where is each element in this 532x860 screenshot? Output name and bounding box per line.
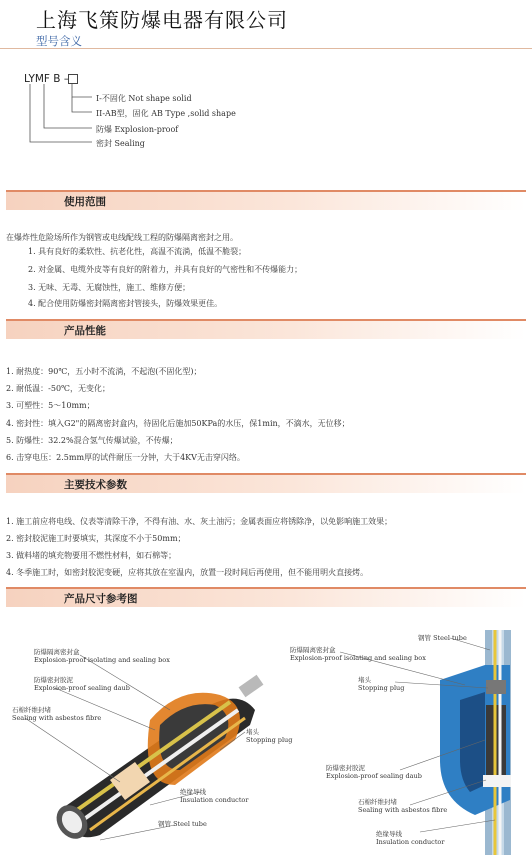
left-diagram-body <box>50 675 263 845</box>
section-title-tech: 主要技术参数 <box>64 479 127 491</box>
usage-item: 2. 对金属、电缆外皮等有良好的附着力，并具有良好的气密性和不传爆能力； <box>28 265 303 274</box>
left-label-daub: 防爆密封胶泥 Explosion-proof sealing daub <box>34 676 130 692</box>
left-label-plug: 堵头 Stopping plug <box>246 728 293 744</box>
tech-item: 1. 施工前应将电线、仪表等清除干净，不得有油、水、灰土油污；金属表面应将锈除净，以免影响施工效果； <box>6 517 393 526</box>
right-diagram-body <box>440 630 511 855</box>
section-title-performance: 产品性能 <box>64 325 106 337</box>
left-label-box: 防爆隔离密封盒 Explosion-proof isolating and sealing box <box>34 648 170 664</box>
usage-item: 1. 具有良好的柔软性、抗老化性，高温不流淌，低温不脆裂； <box>28 247 247 256</box>
section-title-dimensions: 产品尺寸参考图 <box>64 593 138 605</box>
model-option-1: I-不固化 Not shape solid <box>96 94 192 103</box>
performance-item: 4. 密封性：填入G2"的隔离密封盒内，待固化后施加50KPa的水压，保1min，不滴水，无位移； <box>6 419 350 428</box>
right-label-tube: 钢管 Steel tube <box>418 634 467 642</box>
tech-item: 2. 密封胶泥施工时要填实，其深度不小于50mm； <box>6 534 186 543</box>
performance-item: 1. 耐热度：90℃，五小时不流淌，不起泡(不固化型)； <box>6 367 202 376</box>
tech-item: 4. 冬季施工时，如密封胶泥变硬，应将其放在室温内，放置一段时间后再使用，但不能用明火直接烤。 <box>6 568 369 577</box>
section-title-usage: 使用范围 <box>64 196 106 208</box>
right-label-daub: 防爆密封胶泥 Explosion-proof sealing daub <box>326 764 422 780</box>
performance-item: 3. 可塑性：5～10mm； <box>6 401 95 410</box>
left-label-conductor: 绝缘导线 Insulation conductor <box>180 788 249 804</box>
right-label-box: 防爆隔离密封盒 Explosion-proof isolating and sealing box <box>290 646 426 662</box>
usage-intro: 在爆炸性危险场所作为钢管或电线配线工程的防爆隔离密封之用。 <box>6 233 238 242</box>
section-header-performance <box>6 319 526 339</box>
model-tree-lines <box>0 0 532 160</box>
model-code: LYMF B – <box>24 73 70 85</box>
right-label-plug: 堵头 Stopping plug <box>358 676 405 692</box>
model-option-2: II-AB型，固化 AB Type ,solid shape <box>96 109 236 118</box>
section-header-tech <box>6 473 526 493</box>
right-label-conductor: 绝缘导线 Insulation conductor <box>376 830 445 846</box>
performance-item: 6. 击穿电压：2.5mm厚的试件耐压一分钟，大于4KV无击穿闪络。 <box>6 453 245 462</box>
section-header-dimensions <box>6 587 526 607</box>
left-label-tube: 钢管 Steel tube <box>158 820 207 828</box>
left-label-asbestos: 石棉纤维封堵 Sealing with asbestos fibre <box>12 706 102 722</box>
usage-item: 3. 无味、无毒、无腐蚀性，施工、维修方便； <box>28 283 191 292</box>
page-subtitle: 型号含义 <box>36 34 82 48</box>
usage-item: 4. 配合使用防爆密封隔离密封管接头，防爆效果更佳。 <box>28 299 223 308</box>
model-option-3: 防爆 Explosion-proof <box>96 125 179 134</box>
right-label-asbestos: 石棉纤维封堵 Sealing with asbestos fibre <box>358 798 448 814</box>
section-header-usage <box>6 190 526 210</box>
model-option-4: 密封 Sealing <box>96 139 145 148</box>
performance-item: 2. 耐低温：-50℃，无变化； <box>6 384 111 393</box>
company-name: 上海飞策防爆电器有限公司 <box>36 8 288 32</box>
performance-item: 5. 防爆性：32.2%混合氢气传爆试验，不传爆； <box>6 436 178 445</box>
tech-item: 3. 做料堵的填充物要用不燃性材料，如石棉等； <box>6 551 177 560</box>
